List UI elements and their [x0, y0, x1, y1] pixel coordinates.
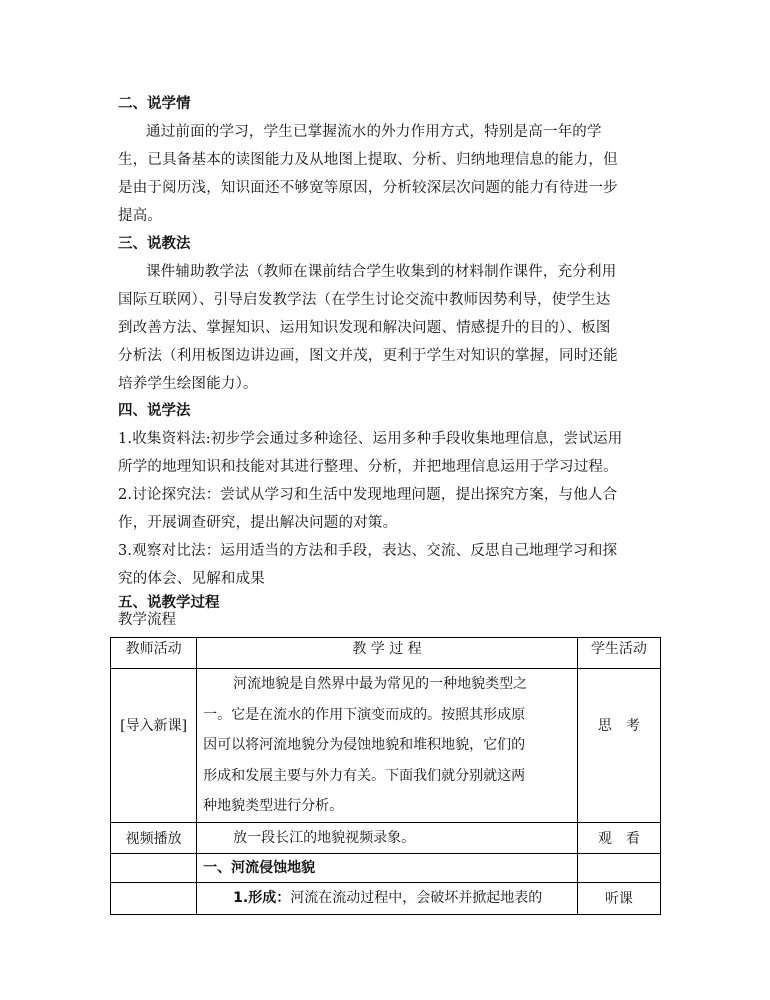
section-heading-teaching-process: 五、说教学过程 — [118, 595, 220, 611]
paragraph-line: 2.讨论探究法：尝试从学习和生活中发现地理问题，提出探究方案，与他人合 — [118, 487, 618, 503]
paragraph-line: 分析法（利用板图边讲边画，图文并茂，更利于学生对知识的掌握，同时还能 — [118, 348, 618, 364]
teacher-activity-cell — [111, 883, 197, 915]
paragraph-line: 生，已具备基本的读图能力及从地图上提取、分析、归纳地理信息的能力，但 — [118, 152, 618, 168]
process-cell — [197, 883, 578, 915]
process-cell — [197, 669, 578, 823]
table-row — [111, 822, 661, 854]
subsection-heading: 一、河流侵蚀地貌 — [203, 860, 316, 876]
section-heading-teaching-method: 三、说教法 — [118, 236, 191, 252]
paragraph-line: 究的体会、见解和成果 — [118, 571, 265, 587]
process-line: 种地貌类型进行分析。 — [203, 798, 344, 814]
paragraph-line: 3.观察对比法：运用适当的方法和手段，表达、交流、反思自己地理学习和探 — [118, 543, 618, 559]
paragraph-line: 到改善方法、掌握知识、运用知识发现和解决问题、情感提升的目的）、板图 — [118, 320, 611, 336]
section-heading-student-analysis: 二、说学情 — [118, 96, 191, 112]
student-activity-cell — [577, 669, 660, 823]
paragraph-line: 培养学生绘图能力）。 — [118, 376, 258, 392]
process-line: 放一段长江的地貌视频录象。 — [233, 829, 416, 846]
teacher-activity-text: [导入新课] — [120, 718, 188, 735]
student-activity-cell: 听课 — [577, 883, 660, 915]
paragraph-line: 提高。 — [118, 208, 163, 224]
student-activity-cell: 观 看 — [577, 822, 660, 854]
paragraph-line: 通过前面的学习，学生已掌握流水的外力作用方式，特别是高一年的学 — [146, 124, 602, 140]
table-row — [111, 854, 661, 883]
process-line: 形成和发展主要与外力有关。下面我们就分别就这两 — [203, 767, 526, 784]
paragraph-line: 所学的地理知识和技能对其进行整理、分析，并把地理信息运用于学习过程。 — [118, 459, 618, 475]
student-activity-cell — [577, 854, 660, 883]
process-text: 河流在流动过程中，会破坏并掀起地表的 — [290, 890, 543, 906]
paragraph-line: 课件辅助教学法（教师在课前结合学生收集到的材料制作课件，充分利用 — [146, 264, 617, 280]
table-row — [111, 883, 661, 915]
process-line — [197, 883, 577, 914]
table-caption: 教学流程 — [118, 612, 176, 628]
teacher-activity-cell — [111, 669, 197, 823]
process-cell — [197, 822, 578, 854]
process-line: 河流地貌是自然界中最为常见的一种地貌类型之 — [233, 676, 528, 692]
column-header-process: 教 学 过 程 — [197, 638, 578, 669]
process-line: 一。它是在流水的作用下演变而成的。按照其形成原 — [203, 706, 526, 723]
paragraph-line: 国际互联网）、引导启发教学法（在学生讨论交流中教师因势利导，使学生达 — [118, 292, 611, 308]
paragraph-line: 是由于阅历浅，知识面还不够宽等原因，分析较深层次问题的能力有待进一步 — [118, 180, 618, 196]
process-line: 因可以将河流地貌分为侵蚀地貌和堆积地貌，它们的 — [203, 737, 526, 753]
paragraph-line: 作，开展调查研究，提出解决问题的对策。 — [118, 515, 398, 531]
teaching-flow-table — [110, 637, 661, 915]
term-label: 1.形成： — [233, 890, 291, 906]
process-cell — [197, 854, 578, 883]
column-header-student: 学生活动 — [577, 638, 660, 669]
column-header-teacher: 教师活动 — [111, 638, 197, 669]
teacher-activity-cell — [111, 854, 197, 883]
teacher-activity-cell: 视频播放 — [111, 822, 197, 854]
section-heading-learning-method: 四、说学法 — [118, 403, 191, 419]
table-header-row — [111, 638, 661, 669]
paragraph-line: 1.收集资料法:初步学会通过多种途径、运用多种手段收集地理信息，尝试运用 — [118, 431, 623, 447]
student-activity-text: 思 考 — [597, 718, 640, 735]
table-row — [111, 669, 661, 823]
